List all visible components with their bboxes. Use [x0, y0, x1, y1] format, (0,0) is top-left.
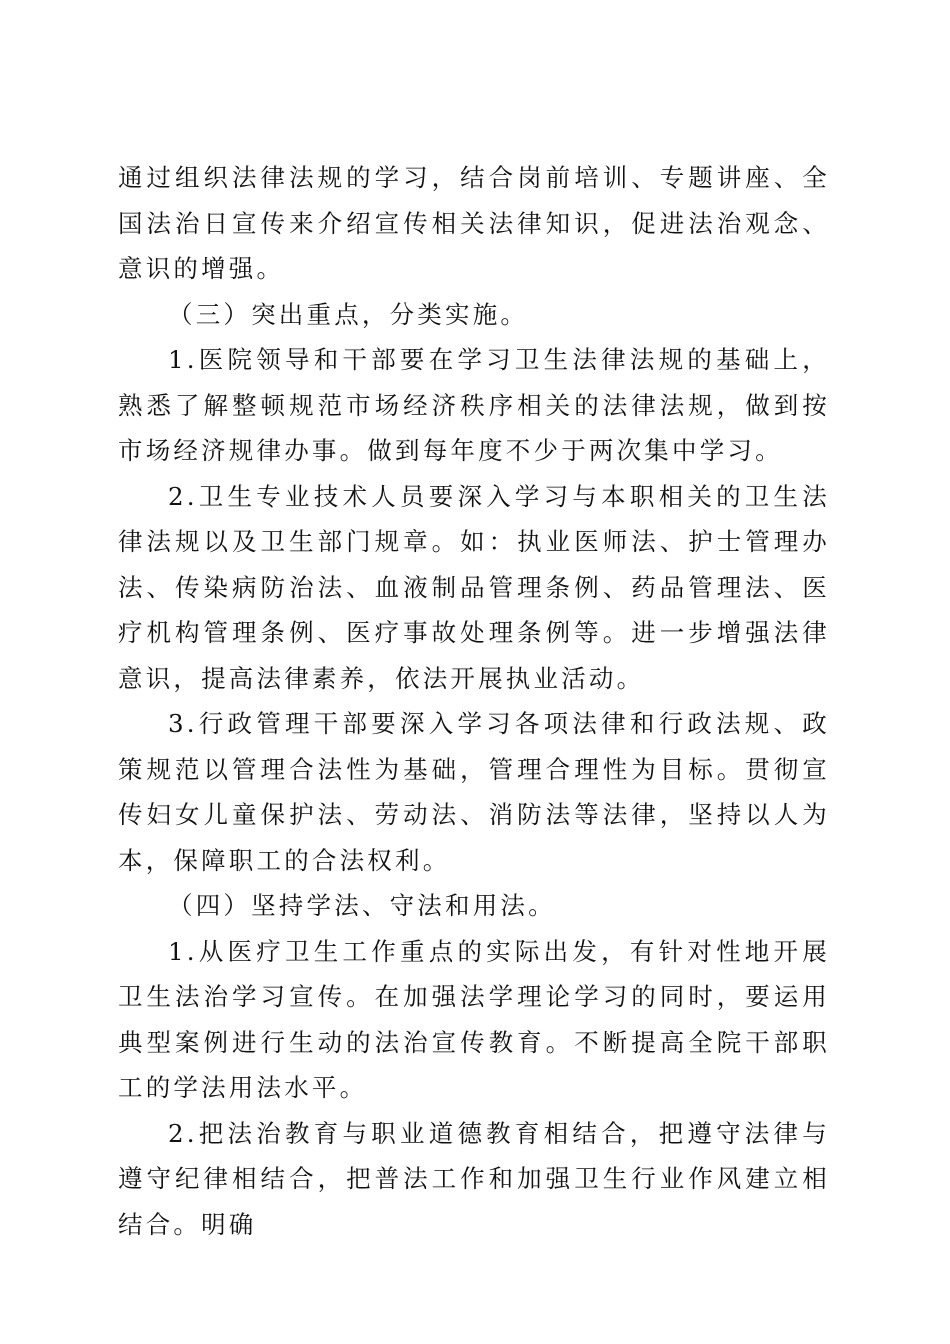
- document-body: [118, 155, 830, 1247]
- paragraph-item-4-2: 2.把法治教育与职业道德教育相结合，把遵守法律与遵守纪律相结合，把普法工作和加强卫生行业作风建立相结合。明确: [118, 1118, 830, 1239]
- paragraph-item-4-1: 1.从医疗卫生工作重点的实际出发，有针对性地开展卫生法治学习宣传。在加强法学理论学习的同时，要运用典型案例进行生动的法治宣传教育。不断提高全院干部职工的学法用法水平。: [118, 936, 830, 1102]
- paragraph-continuation: 通过组织法律法规的学习，结合岗前培训、专题讲座、全国法治日宣传来介绍宣传相关法律知识，促进法治观念、意识的增强。: [118, 163, 830, 283]
- paragraph-item-1: 1.医院领导和干部要在学习卫生法律法规的基础上，熟悉了解整顿规范市场经济秩序相关的法律法规，做到按市场经济规律办事。做到每年度不少于两次集中学习。: [118, 345, 830, 465]
- section-heading-3: （三）突出重点，分类实施。: [168, 299, 529, 329]
- paragraph-item-3: 3.行政管理干部要深入学习各项法律和行政法规、政策规范以管理合法性为基础，管理合理性为目标。贯彻宣传妇女儿童保护法、劳动法、消防法等法律，坚持以人为本，保障职工的合法权利。: [118, 709, 830, 875]
- section-heading-4: （四）坚持学法、守法和用法。: [168, 891, 556, 920]
- paragraph-item-2: 2.卫生专业技术人员要深入学习与本职相关的卫生法律法规以及卫生部门规章。如：执业医师法、护士管理办法、传染病防治法、血液制品管理条例、药品管理法、医疗机构管理条例、医疗事故处理条例等。进一步增强法律意识，提高法律素养，依法开展执业活动。: [118, 481, 830, 693]
